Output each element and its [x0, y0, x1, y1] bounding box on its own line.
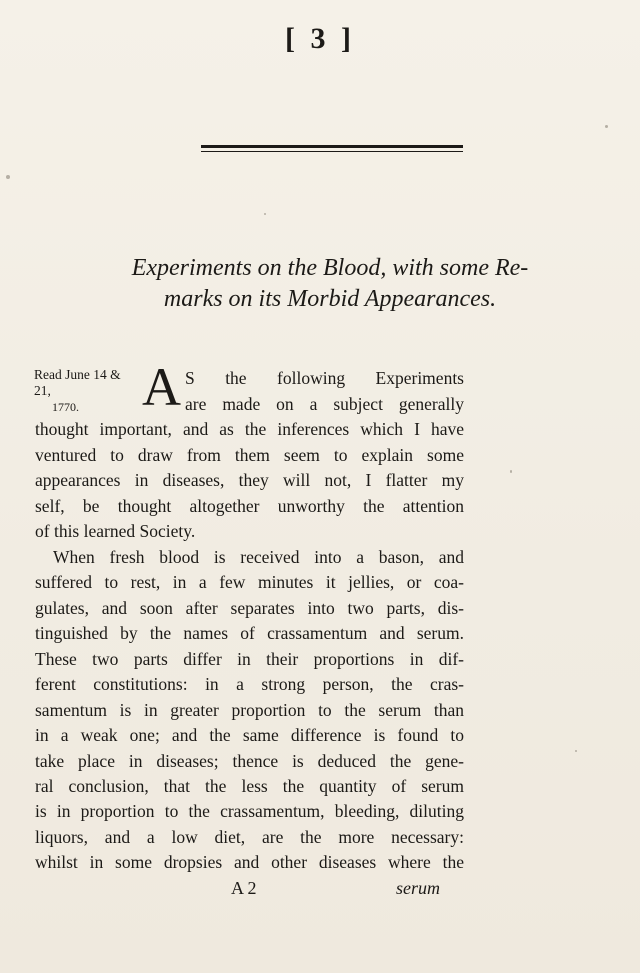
page-number: [ 3 ] — [285, 22, 355, 55]
paper-speck — [6, 175, 10, 179]
article-title — [50, 253, 610, 315]
paper-speck — [575, 750, 577, 752]
body-line: suffered to rest, in a few minutes it jellies, or coa- — [35, 572, 464, 592]
body-line: S the following Experiments — [185, 368, 464, 388]
body-line: ferent constitutions: in a strong person, the cras- — [35, 674, 464, 694]
body-line: When fresh blood is received into a bason, and — [53, 547, 464, 567]
header-rule-thick — [201, 145, 463, 148]
paper-speck — [264, 213, 266, 215]
signature-mark: A 2 — [231, 878, 257, 898]
paper-speck — [510, 470, 512, 473]
body-line: in a weak one; and the same difference is found to — [35, 725, 464, 745]
body-line: self, be thought altogether unworthy the attention — [35, 496, 464, 516]
marginal-note-date: Read June 14 & 21, — [34, 367, 121, 398]
marginal-note-year: 1770. — [52, 400, 79, 414]
body-line: samentum is in greater proportion to the serum than — [35, 700, 464, 720]
header-rule-thin — [201, 151, 463, 152]
drop-cap: A — [142, 357, 181, 417]
body-line: ventured to draw from them seem to explain some — [35, 445, 464, 465]
body-line: are made on a subject generally — [185, 394, 464, 414]
title-line-1: Experiments on the Blood, with some Re- — [131, 255, 529, 281]
title-line-2: marks on its Morbid Appearances. — [163, 286, 497, 312]
catchword: serum — [396, 878, 440, 898]
body-line: thought important, and as the inferences which I have — [35, 419, 464, 439]
body-line: of this learned Society. — [35, 521, 196, 541]
body-line: gulates, and soon after separates into two parts, dis- — [35, 598, 464, 618]
body-line: take place in diseases; thence is deduced the gene- — [35, 751, 464, 771]
paper-speck — [605, 125, 608, 128]
body-line: appearances in diseases, they will not, I flatter my — [35, 470, 464, 490]
body-line: whilst in some dropsies and other diseases where the — [35, 852, 464, 872]
body-line: liquors, and a low diet, are the more necessary: — [35, 827, 464, 847]
body-line: ral conclusion, that the less the quantity of serum — [35, 776, 464, 796]
marginal-note — [34, 367, 134, 415]
body-line: tinguished by the names of crassamentum and serum. — [35, 623, 464, 643]
body-line: is in proportion to the crassamentum, bleeding, diluting — [35, 801, 464, 821]
body-line: These two parts differ in their proportions in dif- — [35, 649, 464, 669]
